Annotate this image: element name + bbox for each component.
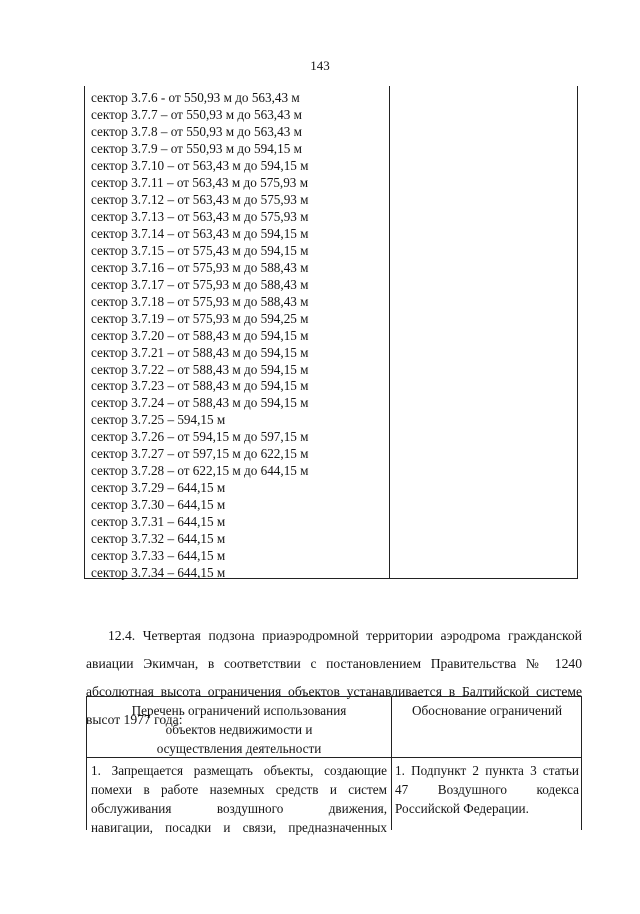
table-column-divider [389,86,390,578]
cell-line: Российской Федерации. [395,801,529,816]
sector-item: сектор 3.7.34 – 644,15 м [91,565,226,581]
cell-line: навигации, посадки и связи, предназначенных [91,820,387,835]
cell-line: обслуживания воздушного движения, [91,801,387,816]
sector-item: сектор 3.7.10 – от 563,43 м до 594,15 м [91,157,309,173]
sector-item: сектор 3.7.7 – от 550,93 м до 563,43 м [91,106,302,122]
header-line: объектов недвижимости и [165,722,313,737]
sector-item: сектор 3.7.17 – от 575,93 м до 588,43 м [91,276,309,292]
header-line: Обоснование ограничений [411,703,563,718]
sector-item: сектор 3.7.14 – от 563,43 м до 594,15 м [91,225,309,241]
sector-item: сектор 3.7.21 – от 588,43 м до 594,15 м [91,344,309,360]
paragraph-line: авиации Экимчан, в соответствии с постановлением Правительства № 1240 [86,656,582,671]
header-line: Перечень ограничений использования [131,703,347,718]
sector-table [84,86,578,579]
sector-item: сектор 3.7.11 – от 563,43 м до 575,93 м [91,174,309,190]
sector-item: сектор 3.7.29 – 644,15 м [91,480,226,496]
sector-item: сектор 3.7.22 – от 588,43 м до 594,15 м [91,361,309,377]
cell-line: 1. Запрещается размещать объекты, создающие [91,763,387,778]
table-header-justification [392,701,582,720]
sector-item: сектор 3.7.27 – от 597,15 м до 622,15 м [91,446,309,462]
sector-item: сектор 3.7.13 – от 563,43 м до 575,93 м [91,208,309,224]
sector-item: сектор 3.7.20 – от 588,43 м до 594,15 м [91,327,309,343]
sector-item: сектор 3.7.18 – от 575,93 м до 588,43 м [91,293,309,309]
table-cell-restriction [91,761,387,837]
sector-item: сектор 3.7.6 - от 550,93 м до 563,43 м [91,90,300,105]
sector-item: сектор 3.7.8 – от 550,93 м до 563,43 м [91,123,302,139]
sector-item: сектор 3.7.19 – от 575,93 м до 594,25 м [91,310,309,326]
sector-list [91,90,309,582]
sector-item: сектор 3.7.16 – от 575,93 м до 588,43 м [91,259,309,275]
sector-item: сектор 3.7.23 – от 588,43 м до 594,15 м [91,378,309,394]
paragraph-line: абсолютная высота ограничения объектов устанавливается в Балтийской системе [86,684,582,699]
cell-line: 47 Воздушного кодекса [395,782,579,797]
restrictions-table [86,696,582,835]
table-cell-justification [395,761,579,818]
sector-item: сектор 3.7.24 – от 588,43 м до 594,15 м [91,395,309,411]
sector-item: сектор 3.7.28 – от 622,15 м до 644,15 м [91,463,309,479]
sector-item: сектор 3.7.12 – от 563,43 м до 575,93 м [91,191,309,207]
sector-item: сектор 3.7.9 – от 550,93 м до 594,15 м [91,140,302,156]
paragraph-line: высот 1977 года: [86,712,183,727]
sector-item: сектор 3.7.25 – 594,15 м [91,412,226,428]
sector-item: сектор 3.7.31 – 644,15 м [91,514,226,530]
cell-line: 1. Подпункт 2 пункта 3 статьи [395,763,579,778]
cell-line: помехи в работе наземных средств и систем [91,782,387,797]
table-header-restrictions [87,701,391,758]
paragraph-line: 12.4. Четвертая подзона приаэродромной территории аэродрома гражданской [108,628,582,643]
page-number: 143 [310,58,330,73]
sector-item: сектор 3.7.32 – 644,15 м [91,531,226,547]
sector-item: сектор 3.7.33 – 644,15 м [91,548,226,564]
sector-item: сектор 3.7.26 – от 594,15 м до 597,15 м [91,429,309,445]
header-line: осуществления деятельности [156,741,322,756]
sector-item: сектор 3.7.15 – от 575,43 м до 594,15 м [91,242,309,258]
sector-item: сектор 3.7.30 – 644,15 м [91,497,226,513]
